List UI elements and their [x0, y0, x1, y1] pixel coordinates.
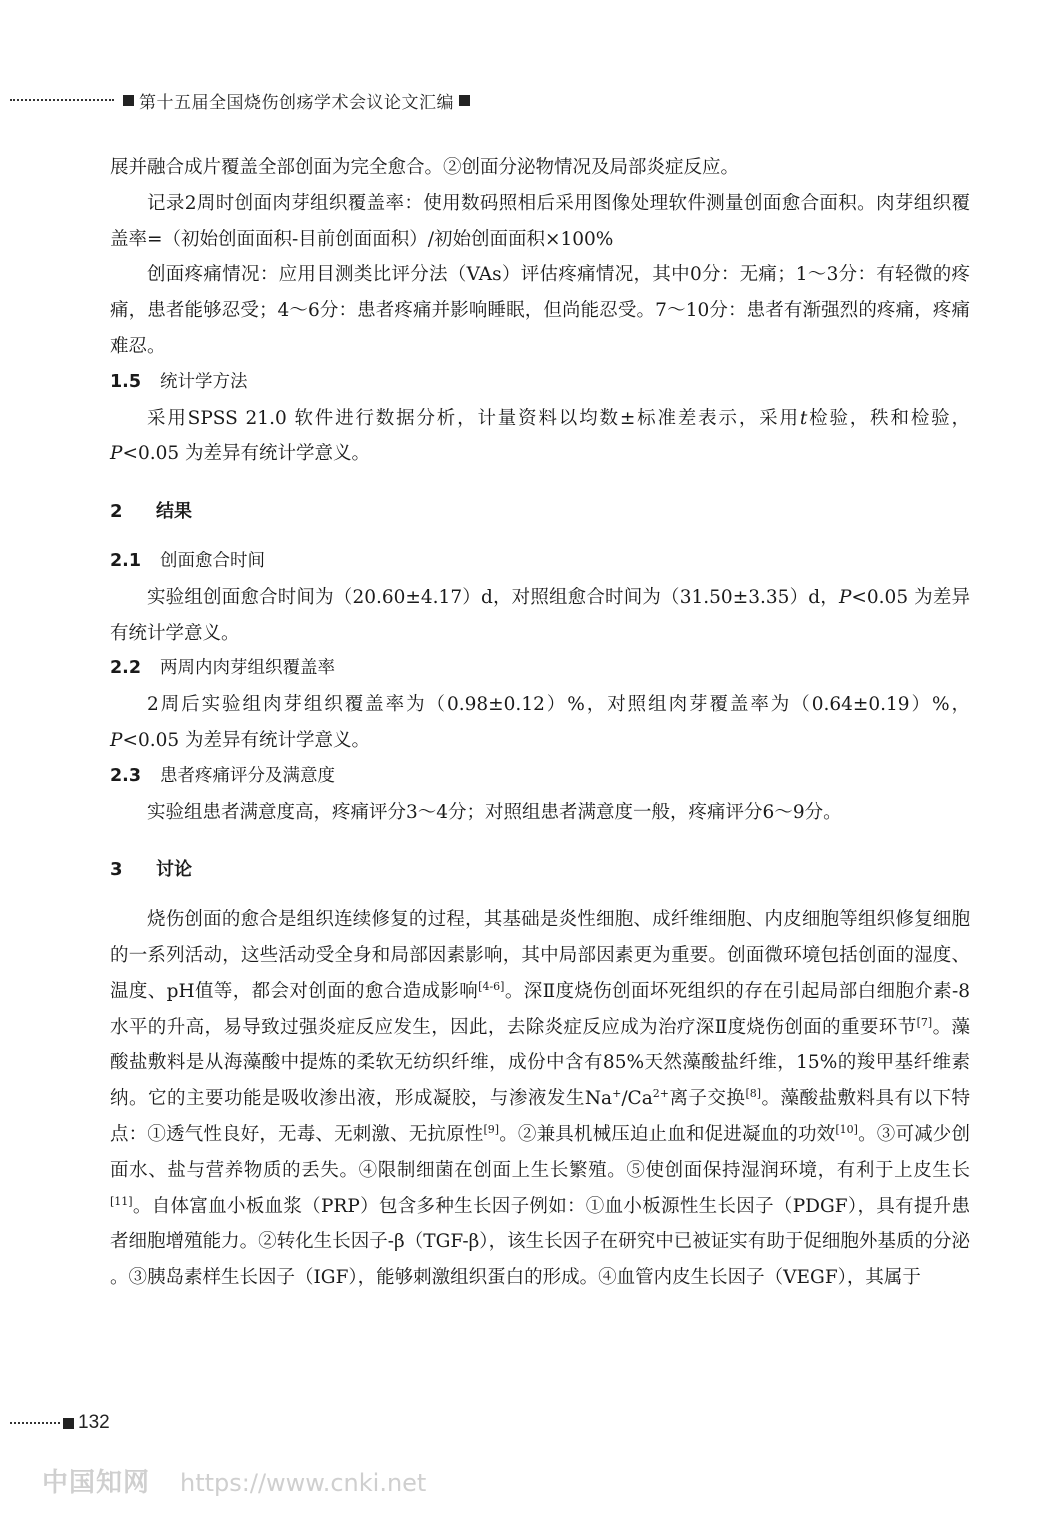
superscript: + [612, 1086, 622, 1100]
page-body [110, 150, 970, 1296]
section-number: 2.2 [110, 658, 142, 679]
paragraph [110, 902, 970, 1296]
text-run: 离子交换 [668, 1088, 746, 1110]
text-run: 。自体富血小板血浆（PRP）包含多种生长因子例如：①血小板源性生长因子（PDGF），具有提升患者细胞增殖能力。②转化生长因子-β（TGF-β），该生长因子在研究中已被证实有助于促细胞外基质的分泌 。③胰岛素样生长因子（IGF），能够刺激组织蛋白的形成。④血管内皮生长因子（VEGF），其属于 [110, 1195, 970, 1289]
paragraph: 实验组患者满意度高，疼痛评分3～4分；对照组患者满意度一般，疼痛评分6～9分。 [147, 801, 842, 823]
citation: [10] [835, 1122, 858, 1136]
paragraph [110, 580, 970, 652]
paragraph: 记录2周时创面肉芽组织覆盖率：使用数码照相后采用图像处理软件测量创面愈合面积。肉芽组织覆盖率=（初始创面面积-目前创面面积）/初始创面面积×100% [110, 192, 970, 250]
italic-p: P [838, 586, 852, 608]
footer-square-icon [63, 1418, 74, 1429]
citation: [4-6] [478, 979, 505, 993]
italic-p: P [110, 729, 123, 751]
page-footer [10, 1408, 110, 1438]
section-number: 1.5 [110, 371, 142, 392]
paragraph: 展并融合成片覆盖全部创面为完全愈合。②创面分泌物情况及局部炎症反应。 [110, 157, 740, 178]
text-run: <0.05 为差异有统计学意义。 [110, 586, 970, 644]
text-run: 实验组创面愈合时间为（20.60±4.17）d，对照组愈合时间为（31.50±3.35）d， [147, 586, 839, 608]
paragraph [110, 401, 970, 473]
cnki-watermark [42, 1462, 426, 1499]
text-run: 。藻酸盐敷料具有以下特点：①透气性良好，无毒、无刺激、无抗原性 [110, 1088, 970, 1145]
superscript: 2+ [652, 1086, 669, 1100]
italic-t: t [799, 407, 808, 429]
section-heading-2 [110, 494, 970, 530]
footer-dotted-leader [10, 1422, 60, 1424]
section-heading-2-1 [110, 544, 970, 580]
text-run: 。深Ⅱ度烧伤创面坏死组织的存在引起局部白细胞介素-8水平的升高，易导致过强炎症反应发生，因此，去除炎症反应成为治疗深Ⅱ度烧伤创面的重要环节 [110, 980, 970, 1038]
text-run: <0.05 为差异有统计学意义。 [122, 443, 371, 465]
running-header [0, 86, 1060, 114]
section-number: 2.3 [110, 765, 142, 786]
header-square-icon [123, 95, 134, 106]
section-number: 2 [110, 501, 123, 523]
text-run: 。②兼具机械压迫止血和促进凝血的功效 [499, 1123, 836, 1145]
text-run: 。藻酸盐敷料是从海藻酸中提炼的柔软无纺织纤维，成份中含有85%天然藻酸盐纤维，15%的羧甲基纤维素纳。它的主要功能是吸收渗出液，形成凝胶，与渗液发生Na [110, 1016, 970, 1110]
section-number: 2.1 [110, 550, 142, 571]
text-run: /Ca [621, 1088, 653, 1110]
watermark-logo-text: 中国知网 [42, 1468, 151, 1498]
paragraph: 创面疼痛情况：应用目测类比评分法（VAs）评估疼痛情况，其中0分：无痛；1～3分：有轻微的疼痛，患者能够忍受；4～6分：患者疼痛并影响睡眠，但尚能忍受。7～10分：患者有渐强烈的疼痛，疼痛难忍。 [110, 264, 970, 357]
section-heading-1-5 [110, 365, 970, 401]
text-run: 采用SPSS 21.0 软件进行数据分析，计量资料以均数±标准差表示，采用 [147, 407, 800, 429]
header-square-icon [459, 95, 470, 106]
text-run: <0.05 为差异有统计学意义。 [122, 729, 371, 751]
section-title: 讨论 [156, 859, 192, 881]
section-title: 统计学方法 [160, 371, 248, 392]
text-run: 。③可减少创面水、盐与营养物质的丢失。④限制细菌在创面上生长繁殖。⑤使创面保持湿润环境，有利于上皮生长 [110, 1123, 970, 1181]
section-heading-2-3 [110, 759, 970, 795]
section-title: 结果 [156, 501, 192, 523]
section-title: 两周内肉芽组织覆盖率 [160, 658, 335, 679]
header-dotted-leader [10, 99, 114, 101]
text-run: 检验，秩和检验， [807, 407, 970, 429]
section-heading-3 [110, 852, 970, 888]
citation: [9] [483, 1122, 500, 1136]
italic-p: P [110, 443, 123, 465]
page-number: 132 [78, 1412, 110, 1433]
watermark-url: https://www.cnki.net [180, 1469, 427, 1497]
section-title: 创面愈合时间 [160, 550, 265, 571]
header-title: 第十五届全国烧伤创疡学术会议论文汇编 [139, 92, 454, 113]
text-run: 烧伤创面的愈合是组织连续修复的过程，其基础是炎性细胞、成纤维细胞、内皮细胞等组织修复细胞的一系列活动，这些活动受全身和局部因素影响，其中局部因素更为重要。创面微环境包括创面的湿度、温度、pH值等，都会对创面的愈合造成影响 [110, 909, 970, 1002]
section-number: 3 [110, 859, 123, 881]
section-title: 患者疼痛评分及满意度 [160, 765, 335, 786]
section-heading-2-2 [110, 651, 970, 687]
citation: [11] [110, 1194, 133, 1208]
citation: [7] [916, 1015, 933, 1029]
citation: [8] [745, 1086, 762, 1100]
text-run: 2周后实验组肉芽组织覆盖率为（0.98±0.12）%，对照组肉芽覆盖率为（0.64±0.19）%， [147, 694, 970, 716]
paragraph [110, 687, 970, 759]
